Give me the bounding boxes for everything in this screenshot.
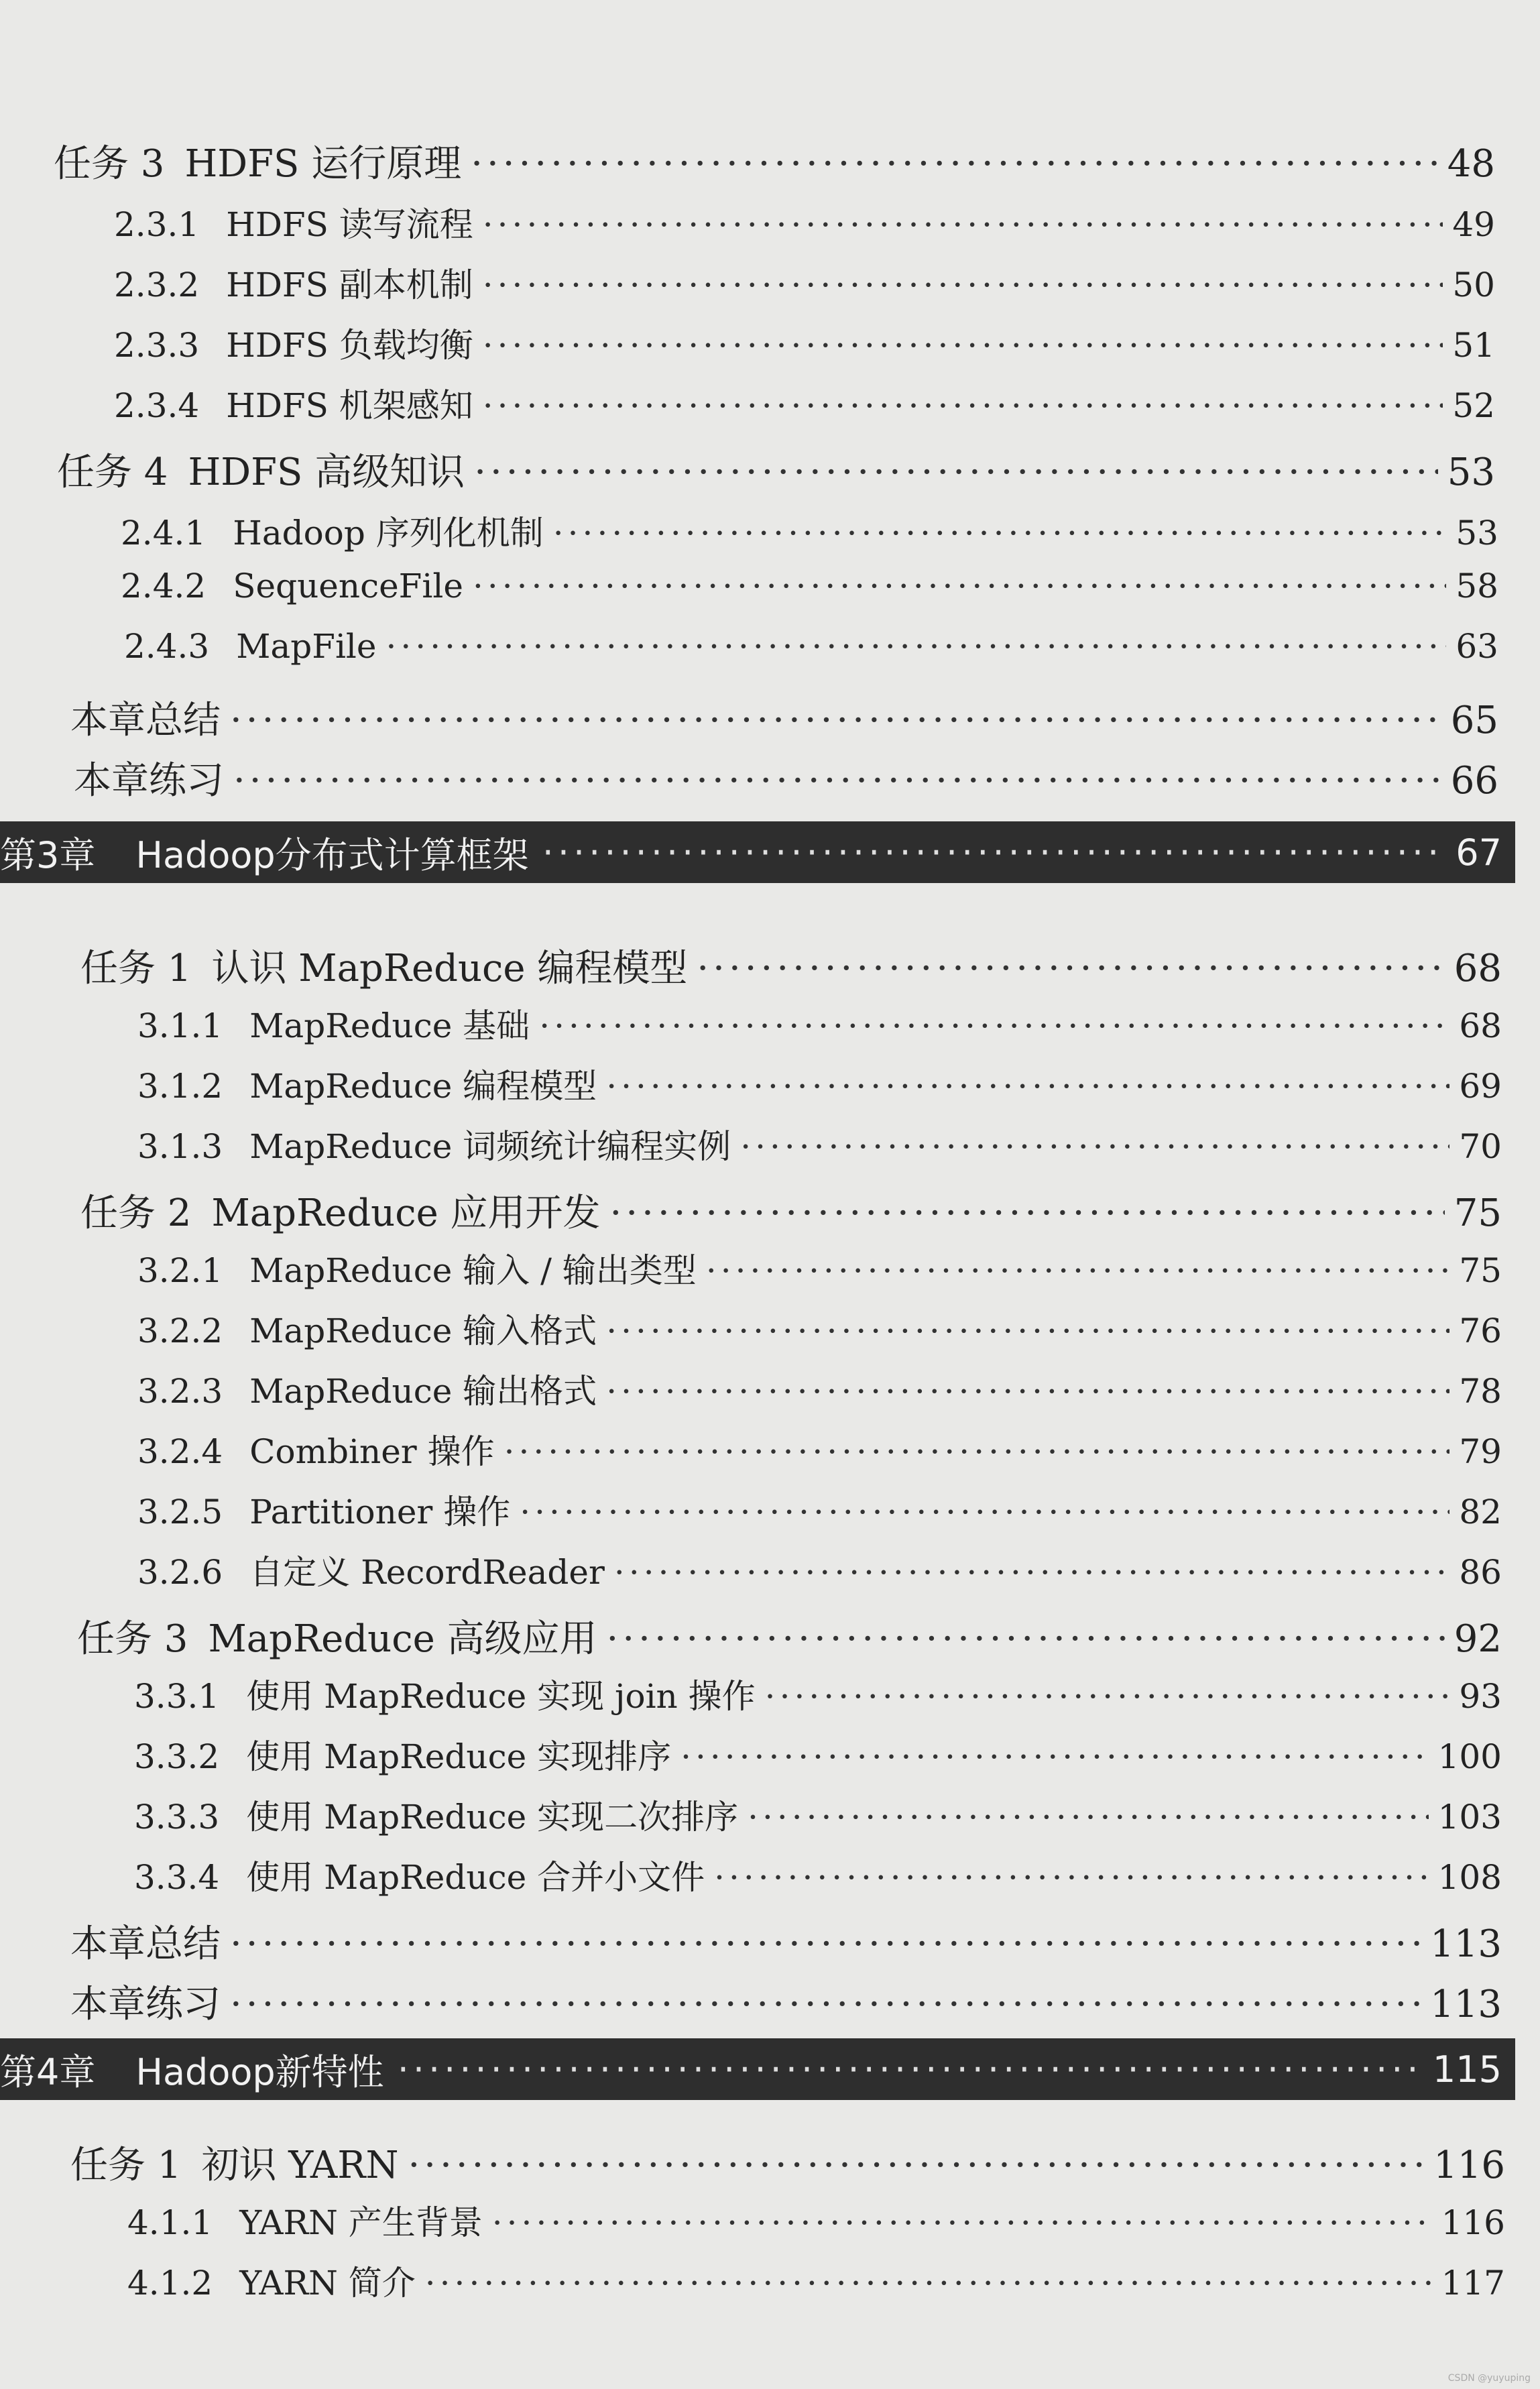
dot-leader [386,627,1447,666]
chapter-title: Hadoop分布式计算框架 [135,833,529,876]
dot-leader [765,1677,1450,1716]
entry-title: HDFS 高级知识 [188,451,465,494]
entry-page: 76 [1459,1312,1502,1350]
toc-section-entry[interactable] [134,1790,1502,1844]
entry-title: 自定义 RecordReader [249,1553,605,1592]
entry-page: 86 [1459,1553,1502,1592]
chapter-title: Hadoop新特性 [135,2050,384,2093]
entry-title: Combiner 操作 [249,1432,495,1471]
entry-number: 任务 3 [77,1617,188,1661]
entry-number: 3.1.3 [137,1127,223,1166]
entry-number: 3.2.5 [137,1493,223,1531]
credit-watermark: CSDN @yuyuping [1447,2373,1531,2384]
entry-title: 本章总结 [70,1922,221,1966]
entry-number: 3.2.3 [137,1372,223,1411]
entry-number: 任务 1 [70,2144,182,2187]
entry-title: MapReduce 应用开发 [211,1191,601,1235]
toc-section-entry[interactable] [137,1364,1502,1418]
toc-summary-entry[interactable] [70,1975,1502,2028]
entry-number: 任务 1 [80,947,192,990]
entry-page: 100 [1437,1737,1502,1776]
entry-title: HDFS 运行原理 [184,142,462,186]
entry-title: 使用 MapReduce 实现二次排序 [246,1798,739,1837]
entry-page: 65 [1450,699,1498,742]
entry-page: 68 [1459,1006,1502,1045]
toc-summary-entry[interactable] [74,751,1498,805]
dot-leader [474,451,1438,494]
entry-page: 51 [1452,326,1495,365]
chapter-page: 115 [1432,2048,1502,2091]
dot-leader [492,2203,1432,2242]
dot-leader [706,1251,1450,1290]
toc-section-entry[interactable] [127,2196,1505,2250]
entry-page: 93 [1459,1677,1502,1716]
entry-number: 3.2.4 [137,1432,223,1471]
toc-section-entry[interactable] [134,1851,1502,1904]
entry-page: 117 [1441,2264,1505,2303]
entry-title: HDFS 负载均衡 [226,326,473,365]
dot-leader [230,1922,1421,1966]
entry-number: 3.3.2 [134,1737,220,1776]
entry-number: 3.2.6 [137,1553,223,1592]
dot-leader [614,1553,1449,1592]
entry-title: MapReduce 高级应用 [208,1617,597,1661]
entry-number: 3.3.1 [134,1677,220,1716]
entry-number: 2.3.3 [114,326,200,365]
entry-title: 初识 YARN [201,2144,399,2187]
entry-number: 3.1.1 [137,1006,223,1045]
entry-page: 92 [1454,1617,1502,1661]
entry-page: 113 [1430,1983,1502,2026]
entry-page: 66 [1450,759,1498,803]
chapter-heading-3[interactable] [0,821,1515,883]
entry-number: 2.3.4 [114,386,200,425]
entry-number: 任务 3 [54,142,165,186]
dot-leader [714,1858,1428,1897]
entry-page: 50 [1452,266,1495,304]
entry-title: MapReduce 基础 [249,1006,530,1045]
entry-page: 116 [1433,2144,1505,2187]
toc-section-entry[interactable] [137,1546,1502,1599]
dot-leader [398,2048,1419,2091]
entry-page: 113 [1430,1922,1502,1966]
toc-section-entry[interactable] [134,1730,1502,1784]
toc-section-entry[interactable] [114,258,1495,312]
toc-section-entry[interactable] [127,2256,1505,2310]
entry-title: HDFS 副本机制 [226,266,473,304]
dot-leader [504,1432,1450,1471]
chapter-number: 第4章 [0,2050,96,2093]
entry-page: 82 [1459,1493,1502,1531]
toc-section-entry[interactable] [137,1059,1502,1113]
entry-number: 3.2.1 [137,1251,223,1290]
entry-number: 3.2.2 [137,1312,223,1350]
entry-number: 3.3.4 [134,1858,220,1897]
dot-leader [230,699,1441,742]
entry-number: 4.1.2 [127,2264,213,2303]
toc-section-entry[interactable] [137,1244,1502,1297]
dot-leader [483,205,1443,244]
dot-leader [425,2264,1432,2303]
toc-section-entry[interactable] [137,1120,1502,1173]
entry-page: 103 [1437,1798,1502,1837]
toc-section-entry[interactable] [124,627,1498,681]
toc-task-entry[interactable] [54,134,1495,188]
entry-page: 63 [1456,627,1498,666]
entry-title: MapFile [236,627,377,666]
entry-number: 2.3.2 [114,266,200,304]
toc-task-entry[interactable] [80,939,1502,992]
toc-section-entry[interactable] [114,379,1495,432]
dot-leader [607,1617,1445,1661]
entry-page: 58 [1456,567,1498,605]
chapter-number: 第3章 [0,833,96,876]
entry-title: YARN 产生背景 [239,2203,483,2242]
entry-number: 任务 4 [57,451,168,494]
dot-leader [697,947,1444,990]
entry-number: 4.1.1 [127,2203,213,2242]
entry-title: YARN 简介 [239,2264,416,2303]
toc-task-entry[interactable] [80,1183,1502,1237]
entry-number: 3.3.3 [134,1798,220,1837]
entry-number: 3.1.2 [137,1067,223,1106]
toc-summary-entry[interactable] [70,1914,1502,1968]
entry-title: 使用 MapReduce 实现 join 操作 [246,1677,756,1716]
entry-page: 75 [1454,1191,1502,1235]
dot-leader [233,759,1441,803]
toc-task-entry[interactable] [57,443,1495,496]
toc-section-entry[interactable] [114,198,1495,251]
toc-summary-entry[interactable] [70,691,1498,744]
entry-page: 79 [1459,1432,1502,1471]
entry-page: 53 [1447,451,1495,494]
dot-leader [483,326,1443,365]
entry-title: 本章总结 [70,699,221,742]
dot-leader [680,1737,1428,1776]
entry-title: Partitioner 操作 [249,1493,511,1531]
dot-leader [606,1067,1449,1106]
entry-title: Hadoop 序列化机制 [233,514,544,552]
entry-title: 本章练习 [74,759,224,803]
entry-page: 48 [1447,142,1495,186]
entry-title: HDFS 读写流程 [226,205,473,244]
dot-leader [483,386,1443,425]
toc-section-entry[interactable] [137,1485,1502,1539]
toc-section-entry[interactable] [137,1425,1502,1478]
entry-page: 53 [1456,514,1498,552]
entry-title: MapReduce 编程模型 [249,1067,597,1106]
toc-section-entry[interactable] [134,1670,1502,1723]
entry-page: 49 [1452,205,1495,244]
entry-title: SequenceFile [233,567,463,605]
entry-number: 2.4.2 [121,567,206,605]
entry-number: 2.3.1 [114,205,200,244]
dot-leader [520,1493,1449,1531]
entry-title: 使用 MapReduce 合并小文件 [246,1858,705,1897]
entry-page: 78 [1459,1372,1502,1411]
toc-task-entry[interactable] [77,1609,1502,1663]
entry-title: HDFS 机架感知 [226,386,473,425]
dot-leader [542,831,1443,874]
toc-section-entry[interactable] [137,999,1502,1053]
dot-leader [606,1372,1449,1411]
dot-leader [606,1312,1449,1350]
dot-leader [473,567,1446,605]
chapter-page: 67 [1456,831,1502,874]
dot-leader [610,1191,1445,1235]
entry-page: 70 [1459,1127,1502,1166]
dot-leader [553,514,1447,552]
entry-title: MapReduce 输入 / 输出类型 [249,1251,697,1290]
entry-title: MapReduce 词频统计编程实例 [249,1127,731,1166]
toc-section-entry[interactable] [121,567,1498,620]
entry-page: 52 [1452,386,1495,425]
entry-title: MapReduce 输入格式 [249,1312,597,1350]
dot-leader [483,266,1443,304]
entry-page: 116 [1441,2203,1505,2242]
dot-leader [539,1006,1449,1045]
dot-leader [230,1983,1421,2026]
entry-title: MapReduce 输出格式 [249,1372,597,1411]
entry-number: 2.4.1 [121,514,206,552]
dot-leader [748,1798,1428,1837]
entry-title: 本章练习 [70,1983,221,2026]
entry-page: 69 [1459,1067,1502,1106]
toc-section-entry[interactable] [121,506,1498,560]
entry-number: 任务 2 [80,1191,192,1235]
entry-page: 75 [1459,1251,1502,1290]
chapter-heading-4[interactable] [0,2038,1515,2100]
dot-leader [408,2144,1424,2187]
dot-leader [471,142,1438,186]
entry-number: 2.4.3 [124,627,210,666]
entry-page: 68 [1454,947,1502,990]
toc-section-entry[interactable] [114,318,1495,372]
entry-title: 使用 MapReduce 实现排序 [246,1737,672,1776]
dot-leader [740,1127,1449,1166]
entry-page: 108 [1437,1858,1502,1897]
toc-task-entry[interactable] [70,2136,1505,2189]
entry-title: 认识 MapReduce 编程模型 [211,947,688,990]
toc-section-entry[interactable] [137,1304,1502,1358]
